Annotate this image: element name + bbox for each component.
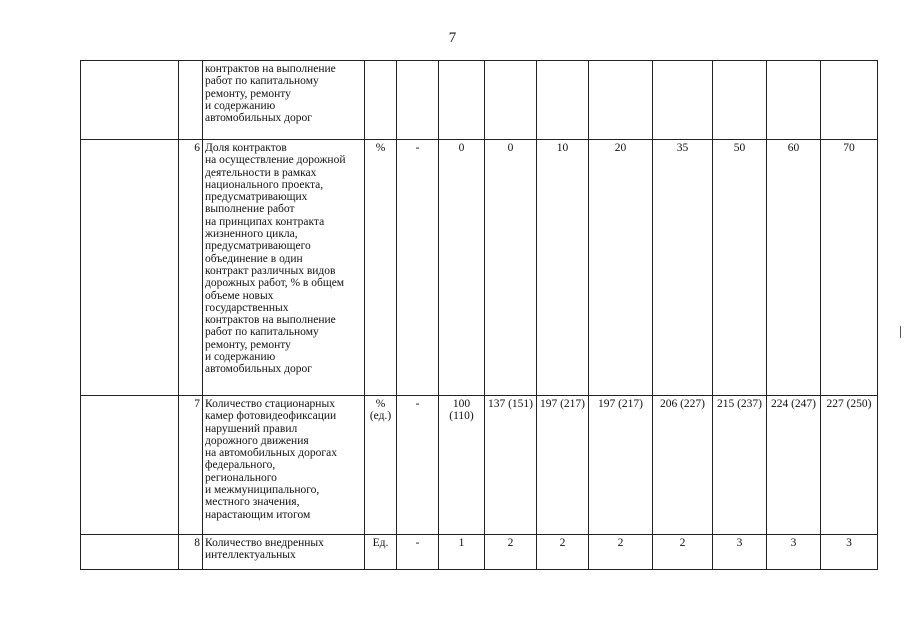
value-cell: 35 <box>653 140 713 396</box>
indicator-name-line: федерального, <box>205 459 276 472</box>
indicator-name-line: государственных <box>205 301 289 314</box>
value-cell: 227 (250) <box>821 396 878 535</box>
value-cell: 0 <box>439 140 485 396</box>
unit-cell <box>365 396 397 535</box>
indicator-name-line: на принципах контракта <box>205 215 325 228</box>
value-cell: 50 <box>713 140 767 396</box>
blank-cell <box>81 61 179 140</box>
unit-cell <box>365 61 397 140</box>
indicator-name-line: регионального <box>205 471 277 484</box>
value-cell: - <box>397 396 439 535</box>
indicator-name-line: и межмуниципального, <box>205 484 320 497</box>
value-cell <box>653 61 713 140</box>
indicator-name-line: нарушений правил <box>205 422 298 435</box>
unit-line: % <box>375 142 386 154</box>
row-number: 6 <box>179 140 203 396</box>
value-cell: - <box>397 535 439 570</box>
value-cell <box>485 61 537 140</box>
indicator-name-line: местного значения, <box>205 496 300 509</box>
value-cell: 2 <box>485 535 537 570</box>
indicator-name-line: национального проекта, <box>205 178 324 191</box>
blank-cell <box>81 396 179 535</box>
value-cell: 197 (217) <box>589 396 653 535</box>
table-row <box>81 61 878 140</box>
indicator-name-line: предусматривающих <box>205 191 308 204</box>
indicator-name-line: работ по капитальному <box>205 75 319 88</box>
value-cell <box>537 61 589 140</box>
indicator-name-line: камер фотовидеофиксации <box>205 410 337 423</box>
table-row <box>81 396 878 535</box>
indicator-name-line: контрактов на выполнение <box>205 63 336 75</box>
indicator-name-line: Количество стационарных <box>205 398 335 410</box>
indicator-name-line: выполнение работ <box>205 203 295 216</box>
indicator-name-line: контракт различных видов <box>205 264 336 277</box>
indicator-name-line: на осуществление дорожной <box>205 154 346 167</box>
value-cell: 3 <box>767 535 821 570</box>
value-cell: 2 <box>589 535 653 570</box>
indicator-name-line: Количество внедренных <box>205 537 324 549</box>
indicator-name-line: работ по капитальному <box>205 326 319 339</box>
value-cell: 137 (151) <box>485 396 537 535</box>
table-row <box>81 140 878 396</box>
value-cell <box>821 61 878 140</box>
value-cell: 3 <box>713 535 767 570</box>
value-cell: 3 <box>821 535 878 570</box>
indicator-name <box>203 535 365 570</box>
blank-cell <box>81 535 179 570</box>
indicator-name-line: ремонту, ремонту <box>205 338 291 351</box>
blank-cell <box>81 140 179 396</box>
unit-line: Ед. <box>372 537 389 549</box>
indicator-name-line: и содержанию <box>205 99 276 112</box>
indicator-name-line: объединение в один <box>205 252 303 265</box>
unit-cell <box>365 140 397 396</box>
value-cell <box>589 61 653 140</box>
indicator-name-line: контрактов на выполнение <box>205 314 336 327</box>
value-cell: 20 <box>589 140 653 396</box>
value-cell <box>713 61 767 140</box>
value-cell: 60 <box>767 140 821 396</box>
value-cell: 2 <box>537 535 589 570</box>
unit-line: (ед.) <box>369 410 392 423</box>
value-cell: 215 (237) <box>713 396 767 535</box>
indicator-name-line: ремонту, ремонту <box>205 87 291 100</box>
value-cell <box>439 61 485 140</box>
value-cell: 2 <box>653 535 713 570</box>
indicator-name-line: автомобильных дорог <box>205 363 312 376</box>
value-cell: 224 (247) <box>767 396 821 535</box>
indicator-name-line: нарастающим итогом <box>205 508 311 521</box>
indicator-name-line: и содержанию <box>205 351 276 364</box>
indicator-name-line: объеме новых <box>205 289 274 302</box>
scan-edge-mark <box>900 326 901 338</box>
indicator-name-line: дорожного движения <box>205 434 309 447</box>
indicator-name-line: предусматривающего <box>205 240 311 253</box>
indicator-name <box>203 140 365 396</box>
value-cell: 206 (227) <box>653 396 713 535</box>
indicator-name-line: Доля контрактов <box>205 142 287 154</box>
indicator-name-line: интеллектуальных <box>205 549 296 562</box>
indicator-name <box>203 396 365 535</box>
value-cell: 1 <box>439 535 485 570</box>
row-number: 8 <box>179 535 203 570</box>
indicator-name-line: дорожных работ, % в общем <box>205 277 345 290</box>
value-cell: 70 <box>821 140 878 396</box>
row-number: 7 <box>179 396 203 535</box>
unit-cell <box>365 535 397 570</box>
value-cell: 100 (110) <box>439 396 485 535</box>
indicator-table <box>80 60 878 570</box>
page-number: 7 <box>448 30 457 46</box>
indicator-name-line: жизненного цикла, <box>205 228 298 241</box>
value-cell: 0 <box>485 140 537 396</box>
value-cell <box>767 61 821 140</box>
value-cell: 10 <box>537 140 589 396</box>
value-cell: 197 (217) <box>537 396 589 535</box>
table-row <box>81 535 878 570</box>
value-cell <box>397 61 439 140</box>
indicator-name <box>203 61 365 140</box>
value-cell: - <box>397 140 439 396</box>
indicator-name-line: автомобильных дорог <box>205 112 312 125</box>
unit-line: % <box>375 398 386 410</box>
indicator-name-line: деятельности в рамках <box>205 166 317 179</box>
indicator-name-line: на автомобильных дорогах <box>205 447 337 460</box>
row-number <box>179 61 203 140</box>
